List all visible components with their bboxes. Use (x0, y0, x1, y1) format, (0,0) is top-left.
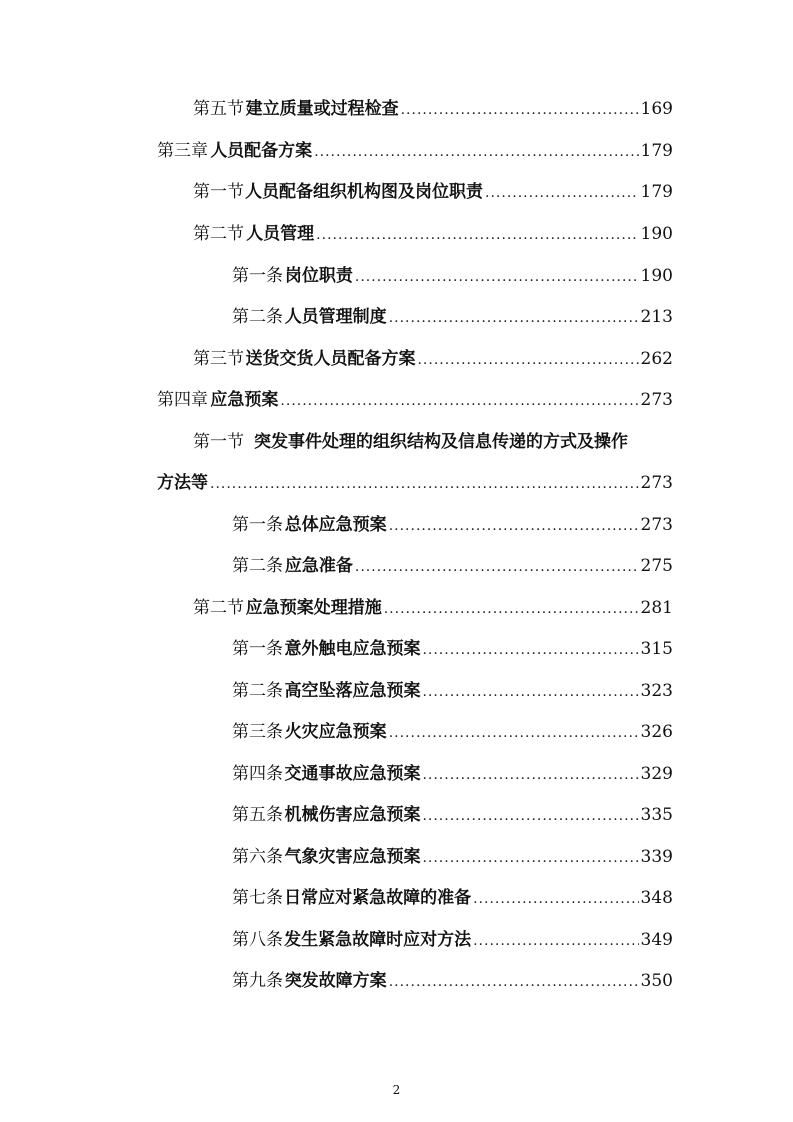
toc-entry-title: 人员配备方案 (210, 141, 313, 161)
toc-leader-dots (314, 138, 638, 166)
toc-entry[interactable] (232, 552, 673, 580)
toc-entry-page: 323 (640, 681, 673, 701)
toc-entry-title: 气象灾害应急预案 (284, 847, 421, 867)
toc-leader-dots (389, 719, 639, 747)
toc-entry-page: 281 (640, 598, 673, 618)
toc-entry-page: 315 (640, 639, 673, 659)
toc-entry-label: 第二条 (232, 556, 283, 576)
toc-entry-title: 人员配备组织机构图及岗位职责 (245, 182, 484, 202)
toc-entry-label: 第一条 (232, 515, 283, 535)
toc-entry-label: 第一条 (232, 639, 283, 659)
toc-leader-dots (389, 304, 639, 332)
toc-leader-dots (210, 470, 639, 498)
toc-entry-title: 机械伤害应急预案 (284, 805, 421, 825)
toc-leader-dots (422, 678, 638, 706)
toc-entry-page: 169 (640, 99, 673, 119)
toc-entry-title-continued: 方法等 (157, 473, 208, 493)
toc-entry-page: 273 (640, 515, 673, 535)
toc-entry-title: 意外触电应急预案 (284, 639, 421, 659)
toc-entry-label: 第八条 (232, 930, 283, 950)
toc-entry-page: 262 (640, 349, 673, 369)
toc-leader-dots (422, 636, 638, 664)
toc-entry-label: 第九条 (232, 971, 283, 991)
toc-entry-label: 第四条 (232, 764, 283, 784)
toc-entry-title: 突发事件处理的组织结构及信息传递的方式及操作 (254, 432, 628, 452)
toc-leader-dots (422, 802, 638, 830)
toc-entry[interactable] (157, 137, 673, 165)
toc-entry-title: 发生紧急故障时应对方法 (284, 930, 472, 950)
toc-entry[interactable] (232, 801, 673, 829)
toc-entry-title: 人员管理制度 (284, 307, 387, 327)
toc-leader-dots (389, 968, 639, 996)
toc-entry-page: 275 (640, 556, 673, 576)
toc-entry-page: 350 (640, 971, 673, 991)
toc-leader-dots (422, 761, 638, 789)
toc-entry-title: 交通事故应急预案 (284, 764, 421, 784)
toc-leader-dots (422, 844, 638, 872)
toc-entry-title: 火灾应急预案 (284, 722, 387, 742)
toc-entry[interactable] (193, 178, 673, 206)
toc-leader-dots (473, 927, 638, 955)
toc-leader-dots (355, 553, 639, 581)
page-number: 2 (392, 1083, 401, 1097)
toc-leader-dots (280, 387, 638, 415)
toc-entry[interactable] (193, 594, 673, 622)
toc-entry-label: 第七条 (232, 888, 283, 908)
toc-entry-page: 348 (640, 888, 673, 908)
toc-entry[interactable] (232, 635, 673, 663)
toc-entry-label: 第一条 (232, 266, 283, 286)
toc-entry-label: 第二节 (193, 224, 244, 244)
toc-entry-page: 339 (640, 847, 673, 867)
toc-entry[interactable] (193, 220, 673, 248)
toc-entry-title: 送货交货人员配备方案 (245, 349, 416, 369)
toc-entry-page: 179 (640, 182, 673, 202)
toc-entry-title: 高空坠落应急预案 (284, 681, 421, 701)
toc-leader-dots (417, 346, 638, 374)
toc-entry-title: 岗位职责 (284, 266, 353, 286)
toc-entry[interactable] (232, 884, 673, 912)
toc-entry-label: 第六条 (232, 847, 283, 867)
toc-entry-label: 第一节 (193, 432, 244, 452)
toc-entry[interactable] (232, 262, 673, 290)
toc-entry-label: 第二条 (232, 681, 283, 701)
toc-leader-dots (389, 512, 639, 540)
toc-leader-dots (355, 263, 639, 291)
toc-entry-title: 总体应急预案 (284, 515, 387, 535)
toc-entry-label: 第一节 (193, 182, 244, 202)
toc-entry-label: 第二条 (232, 307, 283, 327)
toc-entry-page: 213 (640, 307, 673, 327)
toc-entry-title: 日常应对紧急故障的准备 (284, 888, 472, 908)
toc-entry-page: 326 (640, 722, 673, 742)
toc-entry-page: 190 (640, 266, 673, 286)
toc-entry-wrapped-second-line[interactable] (157, 469, 673, 497)
toc-entry[interactable] (193, 95, 673, 123)
toc-entry-page: 349 (640, 930, 673, 950)
toc-entry-page: 273 (640, 473, 673, 493)
toc-leader-dots (384, 595, 639, 623)
toc-entry[interactable] (232, 677, 673, 705)
toc-entry[interactable] (232, 718, 673, 746)
toc-entry[interactable] (232, 511, 673, 539)
toc-entry-page: 179 (640, 141, 673, 161)
toc-leader-dots (485, 179, 639, 207)
toc-entry-label: 第四章 (157, 390, 208, 410)
toc-entry-title: 应急预案 (210, 390, 279, 410)
toc-leader-dots (316, 221, 638, 249)
toc-entry[interactable] (232, 926, 673, 954)
toc-entry-page: 335 (640, 805, 673, 825)
toc-entry-title: 突发故障方案 (284, 971, 387, 991)
toc-entry-label: 第三节 (193, 349, 244, 369)
toc-entry[interactable] (232, 843, 673, 871)
toc-entry-label: 第二节 (193, 598, 244, 618)
toc-entry-label: 第三条 (232, 722, 283, 742)
toc-entry-title: 建立质量或过程检查 (245, 99, 399, 119)
toc-entry-label: 第三章 (157, 141, 208, 161)
toc-entry[interactable] (232, 967, 673, 995)
toc-entry-label: 第五节 (193, 99, 244, 119)
toc-entry-page: 329 (640, 764, 673, 784)
toc-entry-page: 190 (640, 224, 673, 244)
toc-entry[interactable] (232, 760, 673, 788)
toc-entry-wrapped-first-line[interactable] (193, 428, 628, 456)
toc-entry-title: 应急准备 (284, 556, 353, 576)
toc-entry[interactable] (232, 303, 673, 331)
toc-entry[interactable] (193, 345, 673, 373)
toc-leader-dots (401, 96, 639, 124)
toc-entry-label: 第五条 (232, 805, 283, 825)
toc-entry-title: 人员管理 (246, 224, 315, 244)
toc-leader-dots (473, 885, 638, 913)
toc-entry[interactable] (157, 386, 673, 414)
toc-entry-title: 应急预案处理措施 (245, 598, 382, 618)
toc-entry-page: 273 (640, 390, 673, 410)
